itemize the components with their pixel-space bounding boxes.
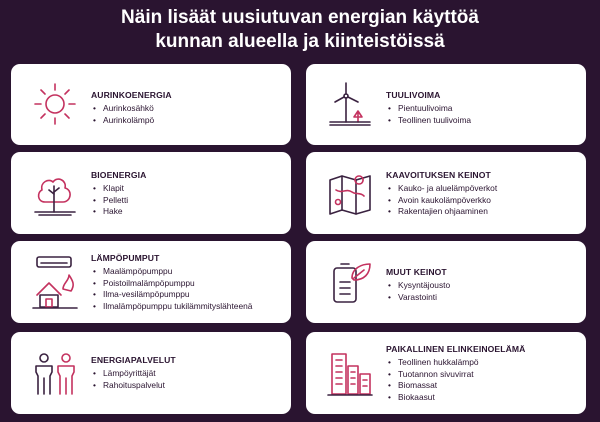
buildings-icon (326, 350, 374, 398)
heat-pump-icon (31, 255, 79, 311)
list-item: • Teollinen hukkalämpö (386, 357, 578, 369)
tree-icon (31, 170, 79, 218)
list-item: • Klapit (91, 183, 283, 195)
card-heading: PAIKALLINEN ELINKEINOELÄMÄ (386, 344, 526, 354)
list-item: • Teollinen tuulivoima (386, 115, 578, 127)
list-item: • Ilma-vesilämpöpumppu (91, 289, 283, 301)
list-item: • Varastointi (386, 292, 578, 304)
list-item: • Rakentajien ohjaaminen (386, 206, 578, 218)
card-energiapalvelut (11, 332, 291, 414)
list-item: • Rahoituspalvelut (91, 380, 283, 392)
card-heading: ENERGIAPALVELUT (91, 355, 176, 365)
battery-leaf-icon (326, 258, 374, 306)
card-list (386, 357, 578, 403)
list-item: • Avoin kaukolämpöverkko (386, 195, 578, 207)
list-item: • Maalämpöpumppu (91, 266, 283, 278)
list-item: • Tuotannon sivuvirrat (386, 369, 578, 381)
card-bioenergia (11, 152, 291, 234)
card-lampopumput (11, 241, 291, 323)
card-heading: LÄMPÖPUMPUT (91, 253, 160, 263)
card-list (386, 103, 578, 126)
list-item: • Hake (91, 206, 283, 218)
card-tuulivoima (306, 64, 586, 145)
list-item: • Kauko- ja aluelämpöverkot (386, 183, 578, 195)
list-item: • Lämpöyrittäjät (91, 368, 283, 380)
map-icon (326, 170, 374, 218)
list-item: • Poistoilmalämpöpumppu (91, 278, 283, 290)
card-heading: MUUT KEINOT (386, 267, 447, 277)
title-line-1: Näin lisäät uusiutuvan energian käyttöä (121, 7, 479, 28)
card-list (386, 280, 578, 303)
card-list (91, 368, 283, 391)
card-list (91, 103, 283, 126)
list-item: • Aurinkolämpö (91, 115, 283, 127)
sun-icon (31, 80, 79, 128)
list-item: • Aurinkosähkö (91, 103, 283, 115)
card-heading: TUULIVOIMA (386, 90, 441, 100)
list-item: • Kysyntäjousto (386, 280, 578, 292)
title-line-2: kunnan alueella ja kiinteistöissä (155, 31, 445, 52)
card-list (386, 183, 578, 218)
card-muut-keinot (306, 241, 586, 323)
list-item: • Ilmalämpöpumppu tukilämmityslähteenä (91, 301, 283, 313)
card-paikallinen-elinkeinoelama (306, 332, 586, 414)
list-item: • Biomassat (386, 380, 578, 392)
list-item: • Pientuulivoima (386, 103, 578, 115)
card-list (91, 183, 283, 218)
card-kaavoituksen-keinot (306, 152, 586, 234)
card-heading: BIOENERGIA (91, 170, 147, 180)
wind-turbine-icon (326, 80, 374, 128)
card-heading: KAAVOITUKSEN KEINOT (386, 170, 491, 180)
card-heading: AURINKOENERGIA (91, 90, 172, 100)
list-item: • Biokaasut (386, 392, 578, 404)
card-list (91, 266, 283, 312)
people-icon (31, 350, 79, 398)
card-aurinkoenergia (11, 64, 291, 145)
page-title (0, 6, 600, 54)
list-item: • Pelletti (91, 195, 283, 207)
